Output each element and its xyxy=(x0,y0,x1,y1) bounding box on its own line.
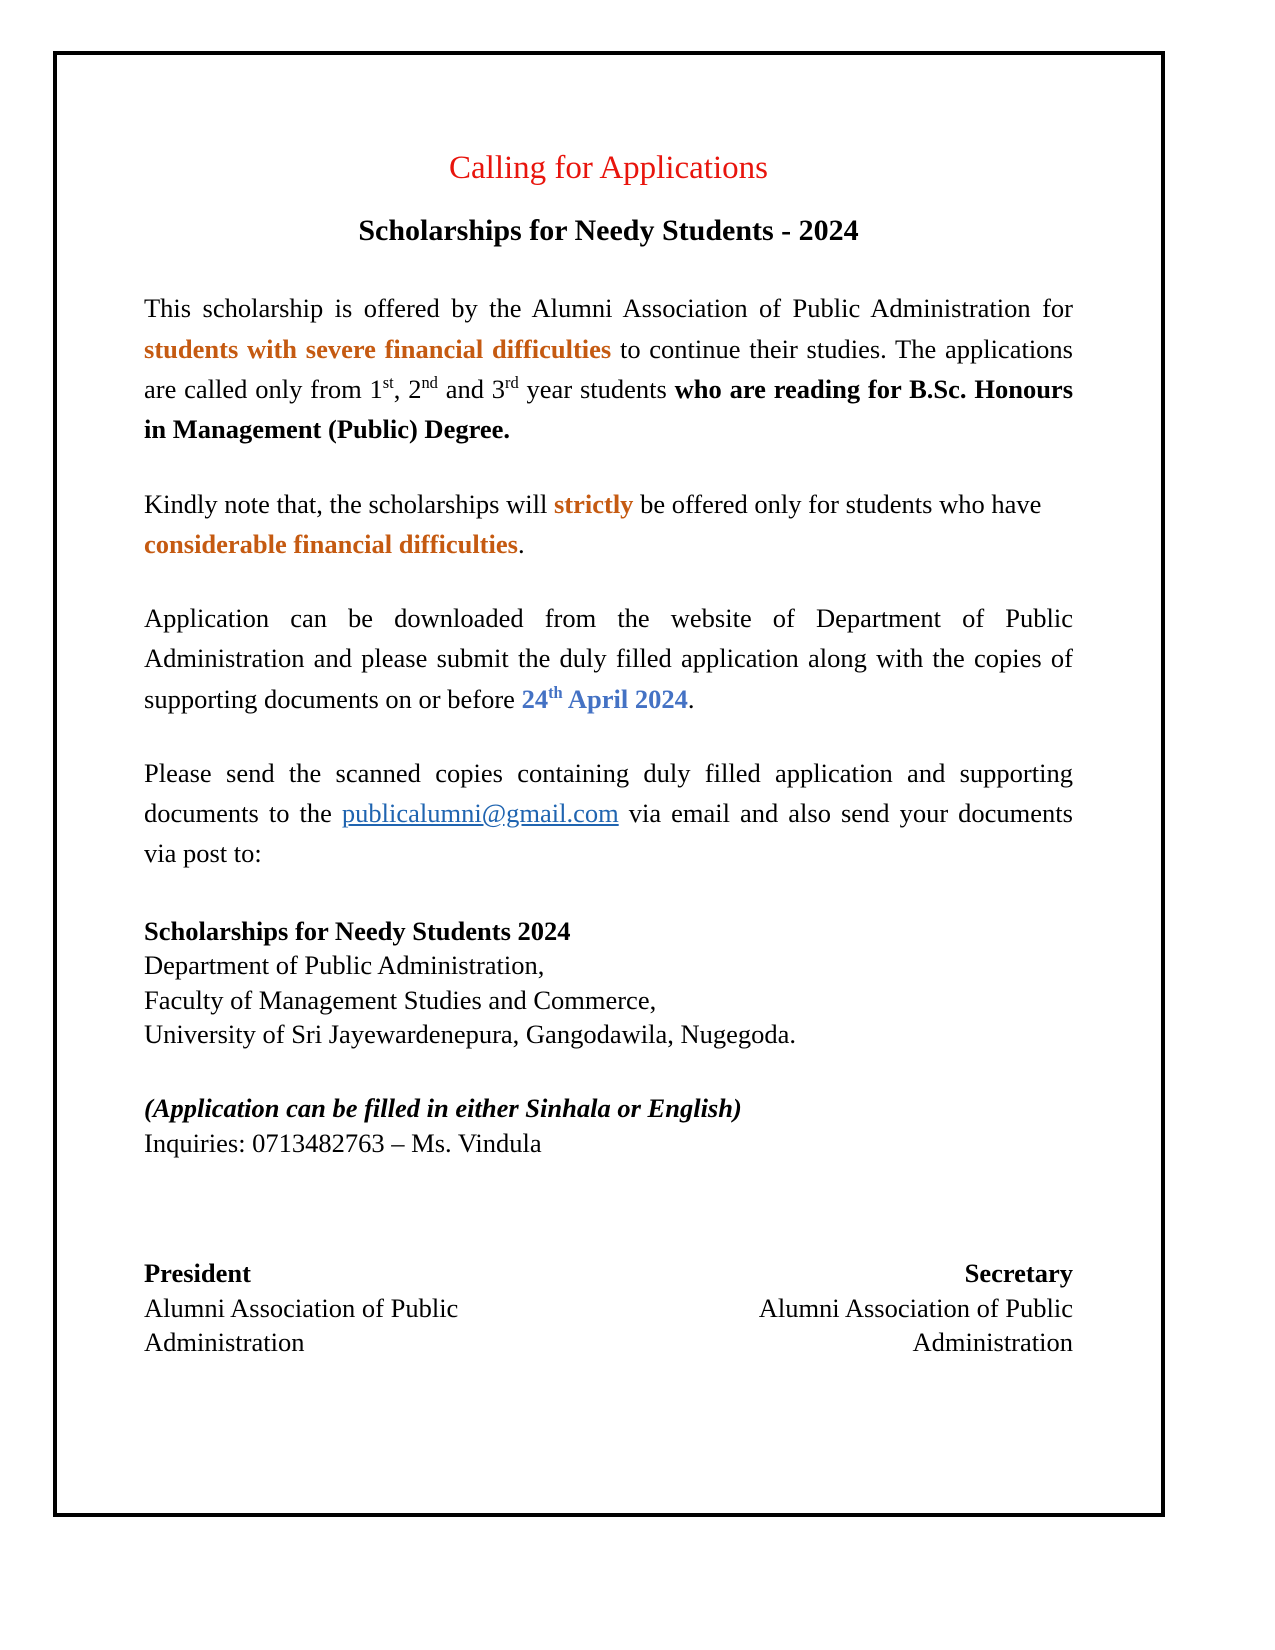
ordinal-suffix-first: st xyxy=(382,373,394,393)
paragraph-eligibility xyxy=(144,288,1073,449)
para3-text-1: Application can be downloaded from the website of Department of Public Administration and please submit the duly filled application along with the copies of supporting documents on or before xyxy=(144,603,1073,714)
address-line-department: Department of Public Administration, xyxy=(144,950,545,981)
para1-bold-degree-requirement: who are reading for B.Sc. Honours in Management (Public) Degree. xyxy=(144,373,1074,445)
para1-highlight-financial-difficulties: students with severe financial difficulties xyxy=(144,333,612,364)
deadline-day: 24 xyxy=(521,683,549,714)
spacer xyxy=(144,1160,1073,1222)
signature-block xyxy=(144,1256,1073,1359)
para2-highlight-considerable-difficulties: considerable financial difficulties xyxy=(144,528,518,559)
page-subtitle: Scholarships for Needy Students - 2024 xyxy=(358,213,859,247)
signature-secretary xyxy=(646,1256,1073,1359)
spacer xyxy=(144,1051,1073,1091)
spacer xyxy=(144,874,1073,914)
para2-text-2: be offered only for students who have xyxy=(633,488,1042,519)
paragraph-submission-instructions xyxy=(144,753,1073,874)
inquiries-line: Inquiries: 0713482763 – Ms. Vindula xyxy=(144,1127,542,1158)
signature-org-line-2-right: Administration xyxy=(912,1327,1073,1358)
para4-text-2: via email and also send your documents via post to: xyxy=(144,798,1073,869)
para1-text-3: , 2 xyxy=(393,373,422,404)
address-line-university: University of Sri Jayewardenepura, Gangodawila, Nugegoda. xyxy=(144,1018,796,1049)
paragraph-strict-note xyxy=(144,484,1073,565)
ordinal-suffix-second: nd xyxy=(421,373,438,393)
document-content xyxy=(144,150,1073,1360)
signature-org-line-1-right: Alumni Association of Public xyxy=(758,1292,1073,1323)
para1-text-2: to continue their studies. The applications are called only from 1 xyxy=(144,333,1073,404)
page-title-headline: Calling for Applications xyxy=(449,150,768,186)
paragraph-download-instructions xyxy=(144,598,1073,719)
language-note: (Application can be filled in either Sinhala or English) xyxy=(144,1093,742,1124)
postal-address-block xyxy=(144,914,1073,1052)
signature-president xyxy=(144,1256,571,1359)
para2-highlight-strictly: strictly xyxy=(553,488,634,519)
para1-text-1: This scholarship is offered by the Alumni Association of Public Administration for xyxy=(144,293,1073,324)
spacer xyxy=(144,1222,1073,1256)
spacer xyxy=(144,450,1073,484)
deadline-ordinal-suffix: th xyxy=(548,682,563,702)
address-line-title: Scholarships for Needy Students 2024 xyxy=(144,915,571,946)
address-line-faculty: Faculty of Management Studies and Commerce, xyxy=(144,984,657,1015)
spacer xyxy=(144,248,1073,288)
spacer xyxy=(144,564,1073,598)
para3-text-2: . xyxy=(687,683,695,714)
spacer xyxy=(144,719,1073,753)
para2-text-3: . xyxy=(517,528,525,559)
ordinal-suffix-third: rd xyxy=(505,373,519,393)
signature-role-secretary: Secretary xyxy=(964,1258,1073,1289)
deadline-month-year: April 2024 xyxy=(562,683,688,714)
signature-role-president: President xyxy=(144,1258,251,1289)
deadline-date xyxy=(522,684,688,714)
email-link[interactable]: publicalumni@gmail.com xyxy=(341,798,619,829)
para4-text-1: Please send the scanned copies containing duly filled application and supporting documents to the xyxy=(144,757,1073,829)
para2-text-1: Kindly note that, the scholarships will xyxy=(144,488,554,519)
para1-text-4: and 3 xyxy=(437,373,506,404)
para1-text-5: year students xyxy=(518,373,675,404)
signature-org-line-1-left: Alumni Association of Public xyxy=(144,1292,459,1323)
signature-org-line-2-left: Administration xyxy=(144,1327,305,1358)
